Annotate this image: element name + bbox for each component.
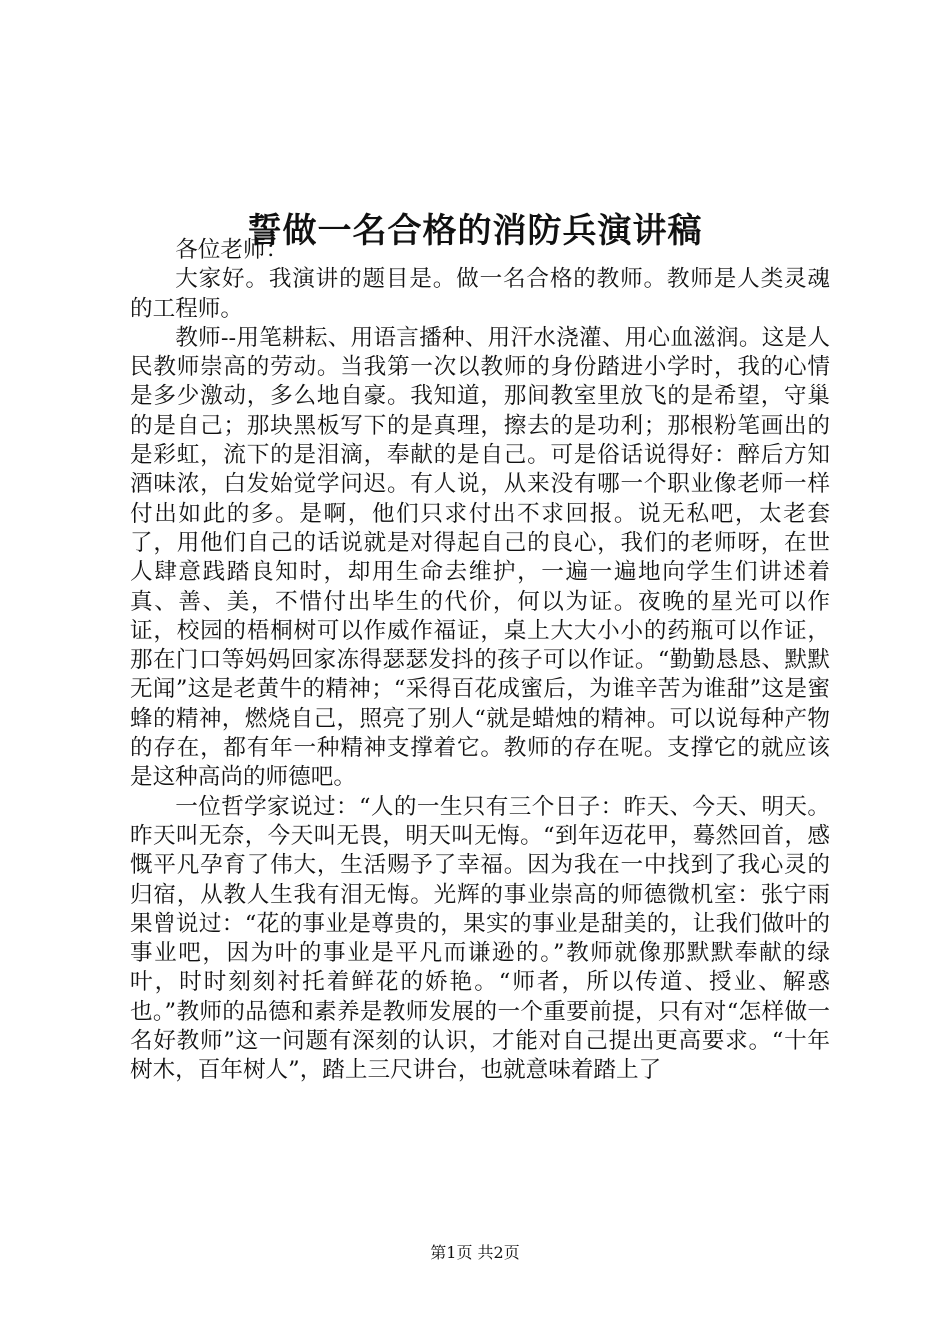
paragraph-teacher: 教师--用笔耕耘、用语言播种、用汗水浇灌、用心血滋润。这是人民教师崇高的劳动。当我第一次以教师的身份踏进小学时，我的心情是多少激动，多么地自豪。我知道，那间教室里放飞的是希望，守巢的是自己；那块黑板写下的是真理，擦去的是功利；那根粉笔画出的是彩虹，流下的是泪滴，奉献的是自己。可是俗话说得好：醉后方知酒味浓，白发始觉学问迟。有人说，从来没有哪一个职业像老师一样付出如此的多。是啊，他们只求付出不求回报。说无私吧，太老套了，用他们自己的话说就是对得起自己的良心，我们的老师呀，在世人肆意践踏良知时，却用生命去维护，一遍一遍地向学生们讲述着真、善、美，不惜付出毕生的代价，何以为证。夜晚的星光可以作证，校园的梧桐树可以作威作福证，桌上大大小小的药瓶可以作证，那在门口等妈妈回家冻得瑟瑟发抖的孩子可以作证。“勤勤恳恳、默默无闻”这是老黄牛的精神；“采得百花成蜜后，为谁辛苦为谁甜”这是蜜蜂的精神，燃烧自己，照亮了别人“就是蜡烛的精神。可以说每种产物的存在，都有年一种精神支撑着它。教师的存在呢。支撑它的就应该是这种高尚的师德吧。 (130, 324, 830, 791)
document-title: 誓做一名合格的消防兵演讲稿 (247, 210, 703, 251)
paragraph-greeting: 各位老师： (175, 237, 289, 263)
document-body (130, 236, 830, 1086)
paragraph-philosopher: 一位哲学家说过：“人的一生只有三个日子：昨天、今天、明天。昨天叫无奈，今天叫无畏，明天叫无悔。“到年迈花甲，蓦然回首，感慨平凡孕育了伟大，生活赐予了幸福。因为我在一中找到了我心灵的归宿，从教人生我有泪无悔。光辉的事业崇高的师德微机室：张宁雨果曾说过：“花的事业是尊贵的，果实的事业是甜美的，让我们做叶的事业吧，因为叶的事业是平凡而谦逊的。”教师就像那默默奉献的绿叶，时时刻刻衬托着鲜花的娇艳。“师者，所以传道、授业、解惑也。”教师的品德和素养是教师发展的一个重要前提，只有对“怎样做一名好教师”这一问题有深刻的认识，才能对自己提出更高要求。“十年树木，百年树人”，踏上三尺讲台，也就意味着踏上了 (130, 793, 830, 1084)
page-footer: 第1页 共2页 (430, 1243, 520, 1262)
paragraph-intro: 大家好。我演讲的题目是。做一名合格的教师。教师是人类灵魂的工程师。 (130, 266, 830, 322)
